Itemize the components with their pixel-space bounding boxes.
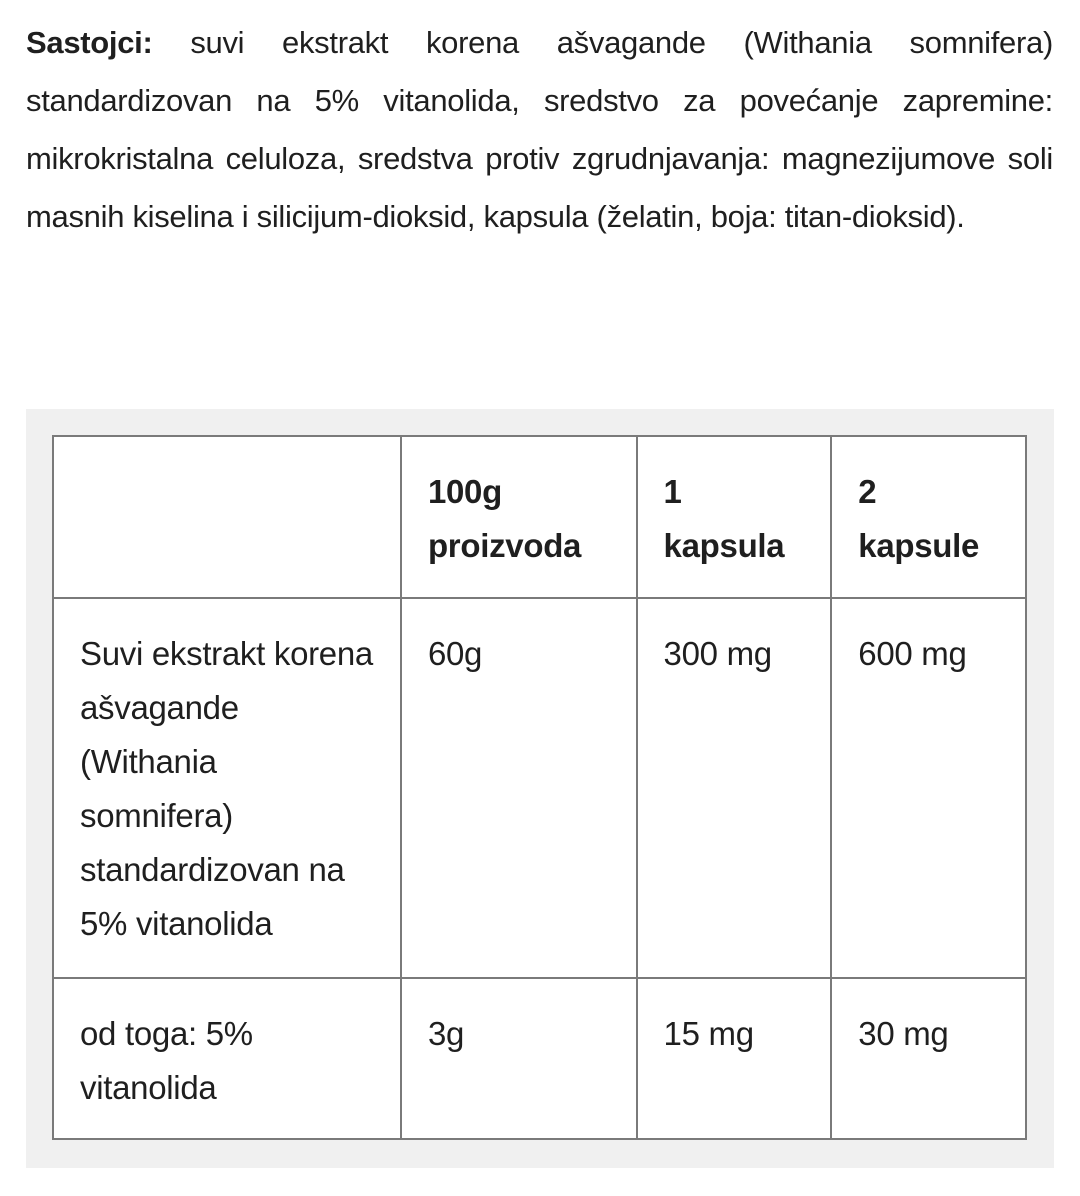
ingredients-label: Sastojci: [26, 25, 153, 60]
header-2-capsules-line2: kapsule [858, 527, 980, 564]
nutrition-table-panel [26, 409, 1054, 1168]
row-value-2-capsules: 600 mg [831, 598, 1026, 978]
header-cell-100g [401, 436, 637, 598]
header-1-capsule-line2: kapsula [663, 527, 785, 564]
row-value-100g: 3g [401, 978, 637, 1139]
ingredients-text: suvi ekstrakt korena ašvagande (Withania somnifera) standardizovan na 5% vitanolida, sredstvo za povećanje zapremine: mikrokristalna celuloza, sredstva protiv zgrudnjavanja: magnezijumove soli masnih kiselina i silicijum-dioksid, kapsula (želatin, boja: titan-dioksid). [26, 25, 1053, 234]
row-value-1-capsule: 15 mg [637, 978, 832, 1139]
table-header-row [53, 436, 1026, 598]
row-value-1-capsule: 300 mg [637, 598, 832, 978]
row-value-2-capsules: 30 mg [831, 978, 1026, 1139]
header-100g-line2: proizvoda [427, 527, 582, 564]
table-row [53, 598, 1026, 978]
header-100g-line1: 100g [427, 473, 502, 510]
header-cell-1-capsule [637, 436, 832, 598]
nutrition-table [52, 435, 1027, 1140]
row-value-100g: 60g [401, 598, 637, 978]
header-cell-2-capsules [831, 436, 1026, 598]
table-row [53, 978, 1026, 1139]
header-2-capsules-line1: 2 [858, 473, 877, 510]
header-1-capsule-line1: 1 [663, 473, 682, 510]
header-cell-empty [53, 436, 401, 598]
ingredients-paragraph [26, 14, 1053, 246]
row-name-cell: Suvi ekstrakt korena ašvagande (Withania somnifera) standardizovan na 5% vitanolida [53, 598, 401, 978]
row-name-cell: od toga: 5% vitanolida [53, 978, 401, 1139]
